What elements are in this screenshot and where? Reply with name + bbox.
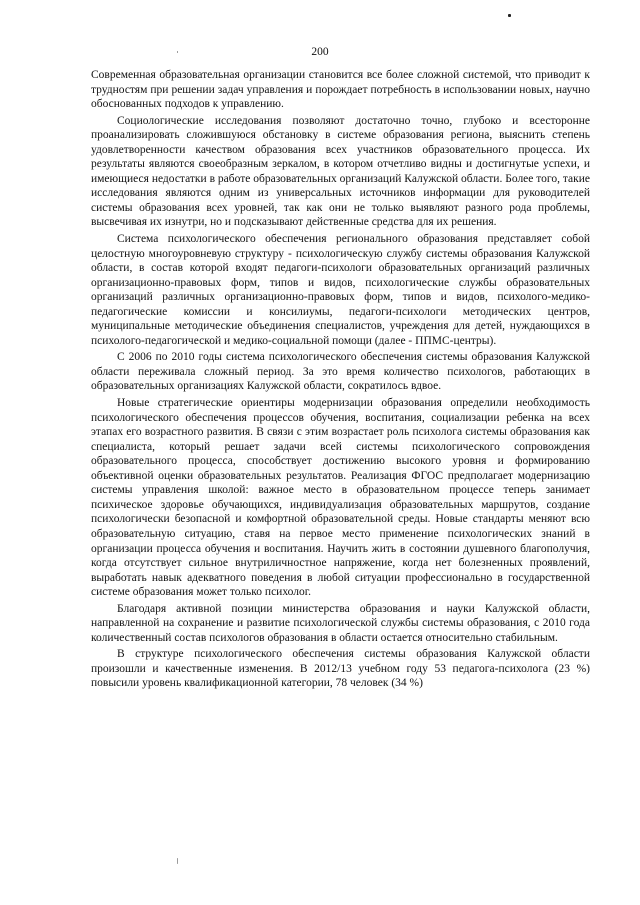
paragraph: Социологические исследования позволяют достаточно точно, глубоко и всесторонне проанализировать сложившуюся обстановку в системе образования региона, выяснить степень удовлетворенности качеством образования всех участников образовательного процесса. Их результаты являются своеобразным зеркалом, в котором отчетливо видны и достигнутые успехи, и имеющиеся недостатки в работе образовательных организаций Калужской области. Более того, такие исследования являются одним из универсальных источников информации для руководителей системы образования всех уровней, так как они не только выявляют разного рода проблемы, высвечивая их изнутри, но и подсказывают действенные средства для их решения.: [91, 114, 590, 229]
body-text: [91, 68, 590, 693]
page-number: 200: [311, 46, 329, 58]
paragraph: Современная образовательная организации становится все более сложной системой, что приводит к трудностям при решении задач управления и порождает потребность в использовании новых, научно обоснованных подходов к управлению.: [91, 69, 590, 111]
paragraph: Благодаря активной позиции министерства образования и науки Калужской области, направленной на сохранение и развитие психологической службы системы образования, с 2010 года количественный состав психологов образования в области остается относительно стабильным.: [91, 602, 590, 644]
scan-speck: [508, 14, 511, 17]
paragraph: Система психологического обеспечения регионального образования представляет собой целостную многоуровневую структуру - психологическую службу системы образования Калужской области, в состав которой входят педагоги-психологи образовательных организаций различных организационно-правовых форм, типов и видов, психологические службы образовательных организаций различных организационно-правовых форм, типов и видов, психолого-медико-педагогические комиссии и консилиумы, педагоги-психологи методических центров, муниципальные методические объединения специалистов, учреждения для детей, нуждающихся в психолого-педагогической и медико-социальной помощи (далее - ППМС-центры).: [91, 233, 590, 347]
paragraph: Новые стратегические ориентиры модернизации образования определили необходимость психологического обеспечения процессов обучения, воспитания, социализации ребенка на всех этапах его возрастного развития. В связи с этим возрастает роль психолога системы образования как специалиста, который решает задачи всей системы психологического сопровождения образовательного процесса, способствует достижению высокого уровня и формированию объективной оценки образовательных результатов. Реализация ФГОС предполагает модернизацию системы управления школой: важное место в образовательном процессе теперь занимает психическое здоровье обучающихся, индивидуализация образовательных маршрутов, создание психологически безопасной и комфортной образовательной среды. Новые стандарты меняют всю образовательную ситуацию, ставя на первое место применение психологических знаний в организации процесса обучения и воспитания. Научить жить в состоянии душевного благополучия, когда отсутствует сильное внутриличностное напряжение, когда нет болезненных проявлений, выработать навык адекватного поведения в любой ситуации профессионально в государственной системе образования может только психолог.: [91, 397, 590, 599]
scan-speck: [177, 858, 178, 864]
paragraph: В структуре психологического обеспечения системы образования Калужской области произошли и качественные изменения. В 2012/13 учебном году 53 педагога-психолога (23 %) повысили уровень квалификационной категории, 78 человек (34 %): [91, 648, 590, 690]
paragraph: С 2006 по 2010 годы система психологического обеспечения системы образования Калужской области переживала сложный период. За это время количество психологов, работающих в образовательных организациях Калужской области, сократилось вдвое.: [91, 351, 590, 393]
